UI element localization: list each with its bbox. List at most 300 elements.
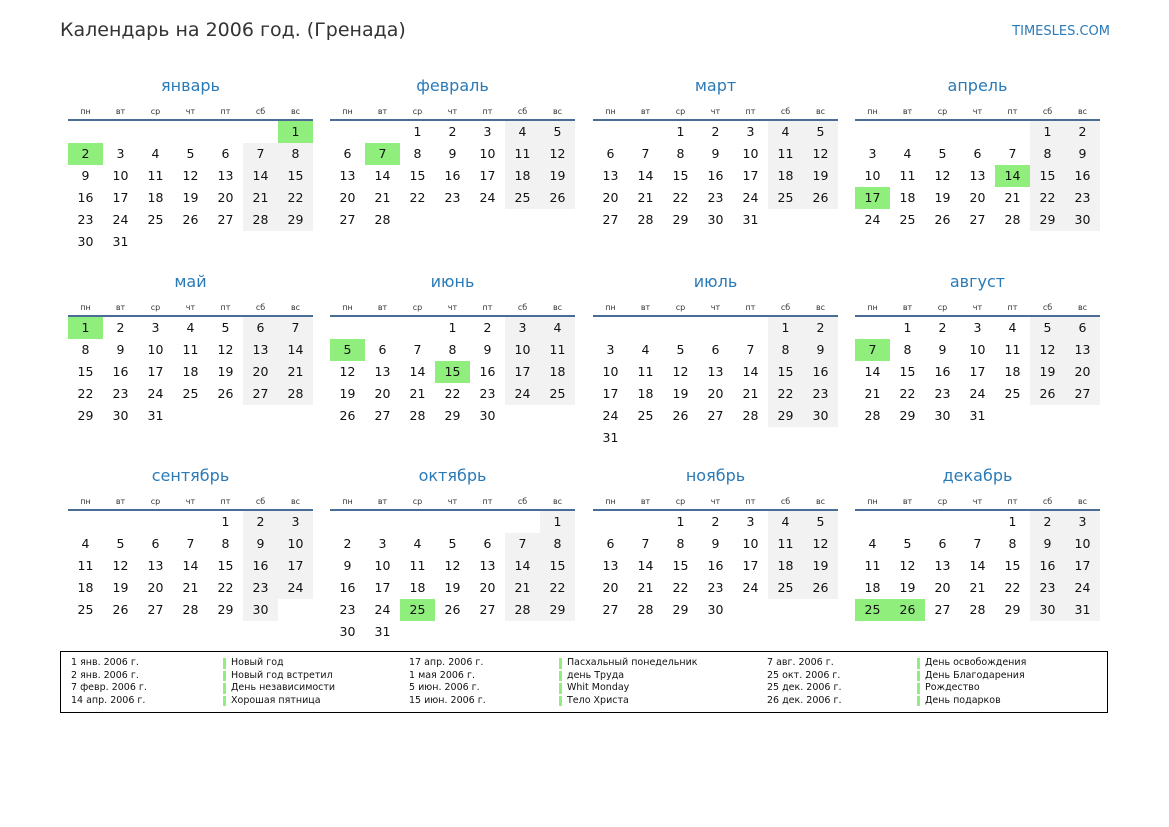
holiday-day-cell: 14 — [995, 165, 1030, 187]
day-cell: 16 — [803, 361, 838, 383]
day-cell: 31 — [374, 624, 391, 639]
day-cell: 1 — [1030, 121, 1065, 143]
day-cell: 10 — [505, 339, 540, 361]
day-cell: 2 — [938, 320, 947, 335]
day-cell: 10 — [742, 146, 759, 161]
weekday-label: ср — [937, 303, 948, 312]
day-cell: 9 — [711, 146, 720, 161]
day-cell: 6 — [938, 536, 947, 551]
month-4 — [855, 73, 1100, 231]
weekday-label: вт — [902, 497, 913, 506]
day-cell: 31 — [1065, 599, 1100, 621]
day-cell: 15 — [1004, 558, 1021, 573]
holiday-day-cell: 15 — [435, 361, 470, 383]
day-cell: 30 — [77, 234, 94, 249]
weekday-label: пн — [867, 107, 878, 116]
empty-cell — [243, 121, 278, 143]
day-cell: 29 — [77, 408, 94, 423]
day-cell: 4 — [505, 121, 540, 143]
day-cell: 23 — [479, 386, 496, 401]
day-grid — [593, 317, 838, 449]
day-cell: 29 — [217, 602, 234, 617]
day-cell: 25 — [768, 187, 803, 209]
page-title: Календарь на 2006 год. (Гренада) — [60, 19, 406, 41]
holiday-day-cell: 17 — [855, 187, 890, 209]
day-cell: 5 — [116, 536, 125, 551]
site-link[interactable]: TIMESLES.COM — [1012, 24, 1110, 39]
day-cell: 14 — [243, 165, 278, 187]
day-cell: 23 — [934, 386, 951, 401]
empty-cell — [138, 121, 173, 143]
weekday-label: вт — [115, 303, 126, 312]
weekday-label: чт — [710, 497, 721, 506]
day-cell: 4 — [768, 121, 803, 143]
day-cell: 16 — [707, 168, 724, 183]
day-cell: 19 — [540, 165, 575, 187]
day-cell: 5 — [676, 342, 685, 357]
day-cell: 13 — [147, 558, 164, 573]
day-cell: 5 — [448, 536, 457, 551]
weekday-header — [593, 105, 838, 121]
day-cell: 10 — [147, 342, 164, 357]
day-cell: 15 — [540, 555, 575, 577]
day-grid — [855, 317, 1100, 427]
day-cell: 25 — [182, 386, 199, 401]
month-6 — [330, 269, 575, 427]
day-cell: 2 — [343, 536, 352, 551]
day-cell: 29 — [899, 408, 916, 423]
weekday-label: чт — [710, 107, 721, 116]
day-cell: 11 — [182, 342, 199, 357]
weekday-label: вт — [115, 107, 126, 116]
day-cell: 23 — [707, 580, 724, 595]
day-cell: 16 — [707, 558, 724, 573]
month-name: июль — [693, 272, 738, 291]
day-cell: 1 — [676, 124, 685, 139]
day-cell: 24 — [742, 580, 759, 595]
day-cell: 15 — [899, 364, 916, 379]
weekday-label: пн — [342, 107, 353, 116]
empty-cell — [470, 511, 505, 533]
day-cell: 7 — [641, 536, 650, 551]
legend-holiday-name: Пасхальный понедельник — [559, 657, 698, 670]
day-cell: 26 — [339, 408, 356, 423]
day-cell: 12 — [540, 143, 575, 165]
day-cell: 24 — [602, 408, 619, 423]
day-cell: 29 — [540, 599, 575, 621]
day-cell: 9 — [343, 558, 352, 573]
day-cell: 21 — [278, 361, 313, 383]
empty-cell — [68, 121, 103, 143]
day-cell: 28 — [374, 212, 391, 227]
day-cell: 16 — [77, 190, 94, 205]
weekday-label: сб — [517, 497, 528, 506]
day-cell: 18 — [77, 580, 94, 595]
day-cell: 2 — [243, 511, 278, 533]
empty-cell — [663, 317, 698, 339]
day-cell: 25 — [77, 602, 94, 617]
day-grid — [593, 511, 838, 621]
weekday-label: вт — [377, 497, 388, 506]
day-cell: 3 — [606, 342, 615, 357]
day-cell: 14 — [864, 364, 881, 379]
weekday-label: вс — [1077, 303, 1088, 312]
day-cell: 22 — [77, 386, 94, 401]
month-9 — [68, 463, 313, 621]
holiday-day-cell: 2 — [68, 143, 103, 165]
day-cell: 28 — [742, 408, 759, 423]
weekday-label: пн — [605, 303, 616, 312]
day-cell: 28 — [182, 602, 199, 617]
day-cell: 17 — [1065, 555, 1100, 577]
day-cell: 2 — [711, 514, 720, 529]
day-cell: 1 — [676, 514, 685, 529]
day-cell: 30 — [707, 212, 724, 227]
day-cell: 27 — [969, 212, 986, 227]
day-cell: 21 — [864, 386, 881, 401]
day-cell: 11 — [637, 364, 654, 379]
day-cell: 12 — [339, 364, 356, 379]
day-cell: 17 — [742, 168, 759, 183]
legend-holiday-name: День подарков — [917, 695, 1026, 708]
day-cell: 16 — [479, 364, 496, 379]
day-cell: 26 — [803, 187, 838, 209]
day-cell: 31 — [602, 430, 619, 445]
day-cell: 17 — [278, 555, 313, 577]
weekday-header — [330, 105, 575, 121]
holiday-day-cell: 25 — [400, 599, 435, 621]
weekday-label: вт — [902, 303, 913, 312]
empty-cell — [890, 121, 925, 143]
day-cell: 28 — [505, 599, 540, 621]
legend-date: 25 дек. 2006 г. — [767, 682, 842, 694]
day-cell: 10 — [112, 168, 129, 183]
legend-dates-col-3 — [767, 657, 842, 707]
day-cell: 13 — [934, 558, 951, 573]
month-2 — [330, 73, 575, 231]
day-cell: 2 — [803, 317, 838, 339]
day-cell: 10 — [969, 342, 986, 357]
day-cell: 1 — [903, 320, 912, 335]
empty-cell — [138, 511, 173, 533]
month-name: ноябрь — [685, 466, 746, 485]
weekday-label: вс — [552, 107, 563, 116]
day-cell: 11 — [77, 558, 94, 573]
day-cell: 24 — [864, 212, 881, 227]
day-cell: 6 — [973, 146, 982, 161]
holiday-day-cell: 1 — [278, 121, 313, 143]
day-cell: 21 — [969, 580, 986, 595]
day-cell: 20 — [147, 580, 164, 595]
empty-cell — [698, 317, 733, 339]
day-cell: 20 — [969, 190, 986, 205]
weekday-label: ср — [412, 303, 423, 312]
day-cell: 23 — [1065, 187, 1100, 209]
day-cell: 26 — [217, 386, 234, 401]
empty-cell — [925, 511, 960, 533]
day-cell: 7 — [1008, 146, 1017, 161]
day-cell: 31 — [147, 408, 164, 423]
day-cell: 30 — [243, 599, 278, 621]
day-cell: 6 — [606, 146, 615, 161]
day-cell: 5 — [540, 121, 575, 143]
day-cell: 13 — [602, 558, 619, 573]
day-cell: 29 — [1004, 602, 1021, 617]
weekday-label: ср — [937, 107, 948, 116]
month-12 — [855, 463, 1100, 621]
day-cell: 9 — [448, 146, 457, 161]
weekday-header — [68, 105, 313, 121]
day-cell: 27 — [707, 408, 724, 423]
month-name: апрель — [947, 76, 1008, 95]
day-cell: 27 — [1065, 383, 1100, 405]
day-cell: 5 — [903, 536, 912, 551]
day-cell: 16 — [112, 364, 129, 379]
weekday-header — [68, 301, 313, 317]
day-cell: 26 — [934, 212, 951, 227]
day-cell: 22 — [540, 577, 575, 599]
day-cell: 21 — [374, 190, 391, 205]
day-cell: 4 — [151, 146, 160, 161]
day-cell: 1 — [413, 124, 422, 139]
day-cell: 22 — [278, 187, 313, 209]
legend-date: 2 янв. 2006 г. — [71, 669, 139, 681]
empty-cell — [68, 511, 103, 533]
day-cell: 29 — [278, 209, 313, 231]
holiday-day-cell: 25 — [855, 599, 890, 621]
weekday-label: чт — [710, 303, 721, 312]
day-grid — [330, 511, 575, 643]
day-cell: 15 — [77, 364, 94, 379]
month-name: июнь — [430, 272, 475, 291]
day-cell: 15 — [672, 558, 689, 573]
weekday-label: вс — [1077, 107, 1088, 116]
day-cell: 4 — [186, 320, 195, 335]
day-cell: 2 — [483, 320, 492, 335]
day-cell: 6 — [243, 317, 278, 339]
day-cell: 20 — [602, 580, 619, 595]
day-cell: 1 — [221, 514, 230, 529]
day-cell: 24 — [374, 602, 391, 617]
weekday-label: пт — [220, 303, 231, 312]
day-cell: 7 — [973, 536, 982, 551]
day-cell: 24 — [147, 386, 164, 401]
day-cell: 11 — [147, 168, 164, 183]
day-cell: 3 — [746, 514, 755, 529]
weekday-label: сб — [780, 303, 791, 312]
legend-holiday-name: Новый год — [223, 657, 335, 670]
day-cell: 13 — [479, 558, 496, 573]
day-cell: 21 — [409, 386, 426, 401]
day-cell: 15 — [409, 168, 426, 183]
day-cell: 14 — [637, 558, 654, 573]
weekday-label: сб — [255, 303, 266, 312]
weekday-label: чт — [972, 497, 983, 506]
empty-cell — [593, 317, 628, 339]
day-cell: 23 — [243, 577, 278, 599]
day-cell: 22 — [444, 386, 461, 401]
weekday-label: чт — [447, 497, 458, 506]
legend-holiday-name: день Труда — [559, 670, 698, 683]
day-cell: 6 — [343, 146, 352, 161]
day-cell: 9 — [116, 342, 125, 357]
empty-cell — [103, 121, 138, 143]
weekday-header — [855, 495, 1100, 511]
day-cell: 26 — [182, 212, 199, 227]
weekday-label: сб — [780, 107, 791, 116]
day-grid — [68, 317, 313, 427]
day-cell: 1 — [1008, 514, 1017, 529]
empty-cell — [435, 511, 470, 533]
day-cell: 12 — [1030, 339, 1065, 361]
day-cell: 19 — [182, 190, 199, 205]
day-cell: 28 — [637, 212, 654, 227]
day-cell: 28 — [637, 602, 654, 617]
weekday-label: пт — [482, 107, 493, 116]
weekday-label: вт — [115, 497, 126, 506]
weekday-label: чт — [447, 107, 458, 116]
day-cell: 25 — [1004, 386, 1021, 401]
day-grid — [330, 121, 575, 231]
day-cell: 20 — [1065, 361, 1100, 383]
weekday-label: вс — [1077, 497, 1088, 506]
day-cell: 11 — [864, 558, 881, 573]
day-cell: 22 — [672, 580, 689, 595]
day-cell: 3 — [973, 320, 982, 335]
day-cell: 17 — [479, 168, 496, 183]
day-cell: 24 — [742, 190, 759, 205]
day-cell: 13 — [969, 168, 986, 183]
day-cell: 3 — [278, 511, 313, 533]
weekday-label: пт — [482, 497, 493, 506]
weekday-label: пт — [1007, 107, 1018, 116]
weekday-label: ср — [150, 303, 161, 312]
day-cell: 12 — [672, 364, 689, 379]
legend-names-col-3 — [917, 657, 1026, 707]
day-cell: 5 — [1030, 317, 1065, 339]
day-cell: 8 — [676, 146, 685, 161]
day-cell: 30 — [339, 624, 356, 639]
day-cell: 8 — [278, 143, 313, 165]
day-cell: 13 — [217, 168, 234, 183]
weekday-label: пт — [745, 107, 756, 116]
day-cell: 9 — [803, 339, 838, 361]
day-cell: 11 — [1004, 342, 1021, 357]
weekday-label: сб — [517, 107, 528, 116]
empty-cell — [855, 317, 890, 339]
month-name: октябрь — [418, 466, 487, 485]
legend-date: 14 апр. 2006 г. — [71, 694, 146, 706]
day-cell: 8 — [1008, 536, 1017, 551]
empty-cell — [733, 317, 768, 339]
weekday-label: вс — [815, 497, 826, 506]
day-cell: 4 — [868, 536, 877, 551]
day-cell: 27 — [374, 408, 391, 423]
day-cell: 13 — [1065, 339, 1100, 361]
day-cell: 24 — [505, 383, 540, 405]
day-cell: 8 — [221, 536, 230, 551]
empty-cell — [330, 121, 365, 143]
day-cell: 27 — [217, 212, 234, 227]
day-cell: 17 — [602, 386, 619, 401]
day-cell: 15 — [217, 558, 234, 573]
holiday-day-cell: 7 — [855, 339, 890, 361]
day-cell: 9 — [243, 533, 278, 555]
day-cell: 30 — [112, 408, 129, 423]
empty-cell — [628, 121, 663, 143]
day-cell: 16 — [1065, 165, 1100, 187]
day-cell: 3 — [116, 146, 125, 161]
day-cell: 22 — [409, 190, 426, 205]
day-cell: 18 — [147, 190, 164, 205]
day-cell: 13 — [602, 168, 619, 183]
day-cell: 27 — [602, 212, 619, 227]
weekday-label: вт — [640, 107, 651, 116]
day-cell: 23 — [339, 602, 356, 617]
day-cell: 3 — [1065, 511, 1100, 533]
day-cell: 31 — [742, 212, 759, 227]
day-cell: 2 — [1065, 121, 1100, 143]
day-cell: 11 — [768, 143, 803, 165]
day-cell: 23 — [803, 383, 838, 405]
weekday-label: пт — [745, 303, 756, 312]
month-name: август — [949, 272, 1006, 291]
day-cell: 24 — [479, 190, 496, 205]
month-5 — [68, 269, 313, 427]
day-cell: 8 — [768, 339, 803, 361]
weekday-header — [855, 105, 1100, 121]
weekday-label: пн — [80, 107, 91, 116]
legend-date: 15 июн. 2006 г. — [409, 694, 486, 706]
day-cell: 7 — [278, 317, 313, 339]
weekday-header — [330, 301, 575, 317]
weekday-label: чт — [185, 303, 196, 312]
day-cell: 16 — [339, 580, 356, 595]
legend-dates-col-2 — [409, 657, 486, 707]
day-cell: 26 — [444, 602, 461, 617]
legend-holiday-name: Whit Monday — [559, 682, 698, 695]
weekday-header — [855, 301, 1100, 317]
month-11 — [593, 463, 838, 621]
legend-date: 17 апр. 2006 г. — [409, 657, 484, 668]
day-cell: 17 — [505, 361, 540, 383]
legend-holiday-name: Хорошая пятница — [223, 695, 335, 708]
empty-cell — [995, 121, 1030, 143]
month-8 — [855, 269, 1100, 427]
weekday-label: сб — [1042, 497, 1053, 506]
day-cell: 22 — [217, 580, 234, 595]
weekday-label: сб — [1042, 303, 1053, 312]
day-cell: 24 — [112, 212, 129, 227]
day-cell: 7 — [413, 342, 422, 357]
day-cell: 28 — [864, 408, 881, 423]
weekday-label: пн — [867, 303, 878, 312]
day-cell: 12 — [182, 168, 199, 183]
weekday-label: ср — [675, 303, 686, 312]
day-cell: 3 — [483, 124, 492, 139]
day-cell: 23 — [77, 212, 94, 227]
day-cell: 14 — [278, 339, 313, 361]
day-cell: 27 — [934, 602, 951, 617]
legend-holiday-name: День Благодарения — [917, 670, 1026, 683]
day-cell: 20 — [339, 190, 356, 205]
day-cell: 16 — [243, 555, 278, 577]
weekday-label: ср — [675, 107, 686, 116]
day-cell: 13 — [243, 339, 278, 361]
day-cell: 3 — [746, 124, 755, 139]
day-cell: 4 — [81, 536, 90, 551]
day-cell: 4 — [1008, 320, 1017, 335]
